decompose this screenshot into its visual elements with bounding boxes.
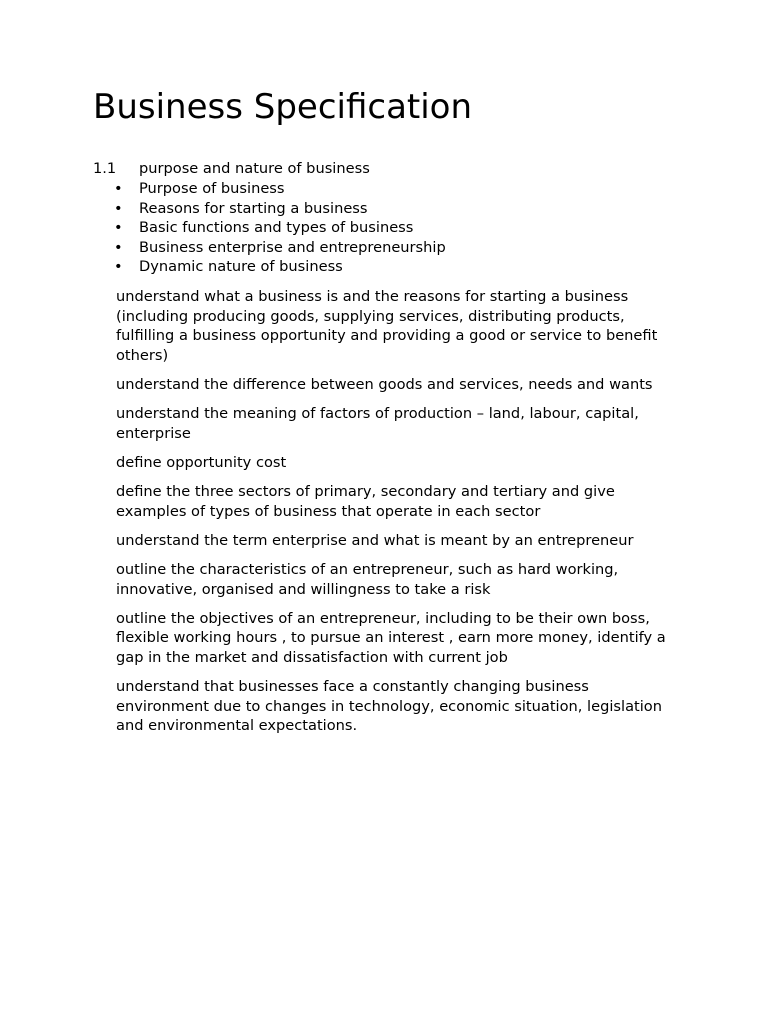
bullet-icon: • [114, 219, 123, 237]
bullet-icon: • [114, 180, 123, 197]
objective-paragraph: understand that businesses face a constantly changing business environment due to changes in technology, economic situation, legislation and environmental expectations. [116, 678, 662, 735]
bullet-text: Reasons for starting a business [139, 199, 368, 217]
bullet-icon: • [114, 238, 123, 256]
objective-paragraph: understand the difference between goods and services, needs and wants [116, 375, 653, 393]
section-heading-text: purpose and nature of business [139, 160, 370, 177]
bullet-text: Basic functions and types of business [139, 219, 414, 237]
section-number: 1.1 [93, 160, 117, 177]
bullet-icon: • [114, 199, 123, 217]
objective-paragraph: understand the meaning of factors of production – land, labour, capital, enterprise [116, 405, 639, 442]
objective-paragraph: define the three sectors of primary, secondary and tertiary and give examples of types of business that operate in each sector [116, 483, 615, 520]
bullet-text: Dynamic nature of business [139, 258, 343, 276]
bullet-text: Business enterprise and entrepreneurship [139, 238, 446, 256]
objective-paragraph: outline the objectives of an entrepreneur, including to be their own boss, flexible working hours , to pursue an interest , earn more money, identify a gap in the market and dissatisfaction with current job [116, 609, 666, 667]
document-title: Business Specification [93, 87, 473, 127]
bullet-icon: • [114, 258, 123, 276]
objective-paragraph: outline the characteristics of an entrepreneur, such as hard working, innovative, organised and willingness to take a risk [116, 561, 619, 598]
bullet-text: Purpose of business [139, 180, 285, 197]
objective-paragraph: define opportunity cost [116, 453, 287, 471]
learning-objectives [116, 287, 686, 746]
objective-paragraph: understand what a business is and the reasons for starting a business (including producing goods, supplying services, distributing products, fulfilling a business opportunity and providing a good or service to benefit others) [116, 288, 658, 364]
section-heading [93, 159, 370, 179]
objective-paragraph: understand the term enterprise and what is meant by an entrepreneur [116, 531, 634, 549]
